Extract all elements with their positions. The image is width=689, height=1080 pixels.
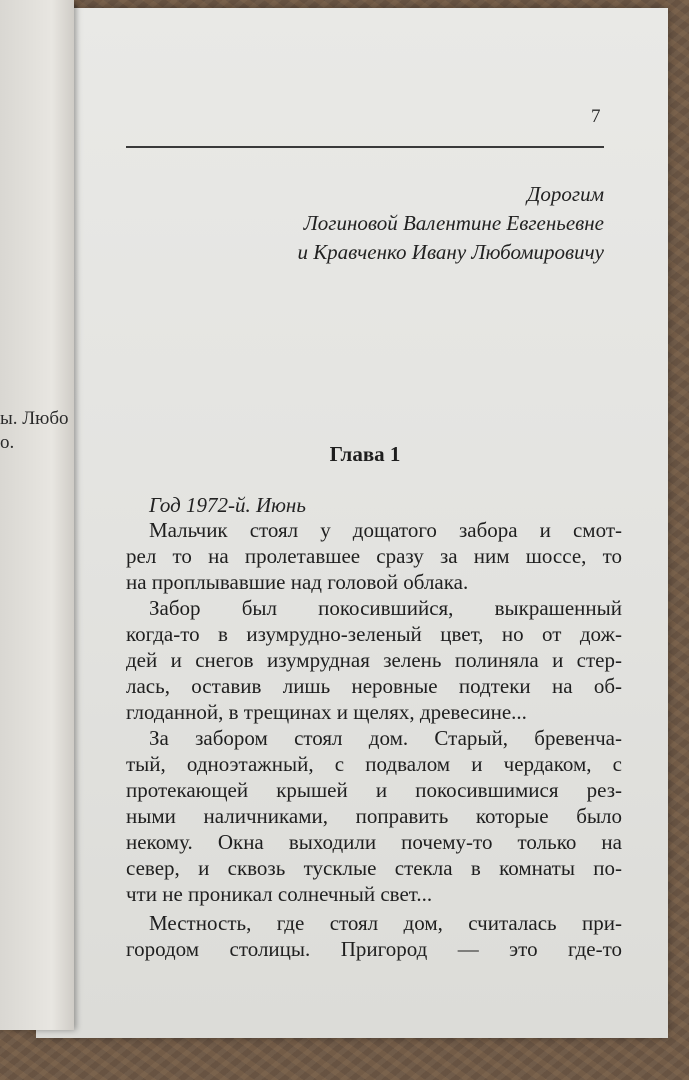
text-line: Мальчик стоял у дощатого забора и смот- <box>149 518 622 542</box>
header-rule <box>126 146 604 148</box>
left-page-line: ы. Любо <box>0 408 69 429</box>
text-line: лась, оставив лишь неровные подтеки на об- <box>126 674 622 698</box>
book-page <box>36 8 668 1038</box>
text-line: дей и снегов изумрудная зелень полиняла и стер- <box>126 648 622 672</box>
text-line: глоданной, в трещинах и щелях, древесине... <box>126 700 527 724</box>
left-page-line: о. <box>0 432 15 453</box>
text-line: городом столицы. Пригород — это где-то <box>126 937 622 961</box>
text-line: рел то на пролетавшее сразу за ним шоссе, то <box>126 544 622 568</box>
text-line: север, и сквозь тусклые стекла в комнаты по- <box>126 856 622 880</box>
text-line: когда-то в изумрудно-зеленый цвет, но от дож- <box>126 622 622 646</box>
text-line: ными наличниками, поправить которые было <box>126 804 622 828</box>
text-line: тый, одноэтажный, с подвалом и чердаком, с <box>126 752 622 776</box>
chapter-title: Глава 1 <box>329 442 401 466</box>
text-line: Забор был покосившийся, выкрашенный <box>149 596 622 620</box>
dedication-line: и Кравченко Ивану Любомировичу <box>297 240 604 264</box>
page-number: 7 <box>591 106 601 127</box>
text-line: чти не проникал солнечный свет... <box>126 882 433 906</box>
text-line: на проплывавшие над головой облака. <box>126 570 469 594</box>
chapter-subheading: Год 1972-й. Июнь <box>149 493 306 517</box>
text-line: некому. Окна выходили почему-то только на <box>126 830 622 854</box>
left-page <box>0 0 74 1030</box>
dedication <box>166 180 604 267</box>
text-line: За забором стоял дом. Старый, бревенча- <box>149 726 622 750</box>
text-line: Местность, где стоял дом, считалась при- <box>149 911 622 935</box>
dedication-line: Дорогим <box>527 182 604 206</box>
dedication-line: Логиновой Валентине Евгеньевне <box>303 211 604 235</box>
text-line: протекающей крышей и покосившимися рез- <box>126 778 622 802</box>
